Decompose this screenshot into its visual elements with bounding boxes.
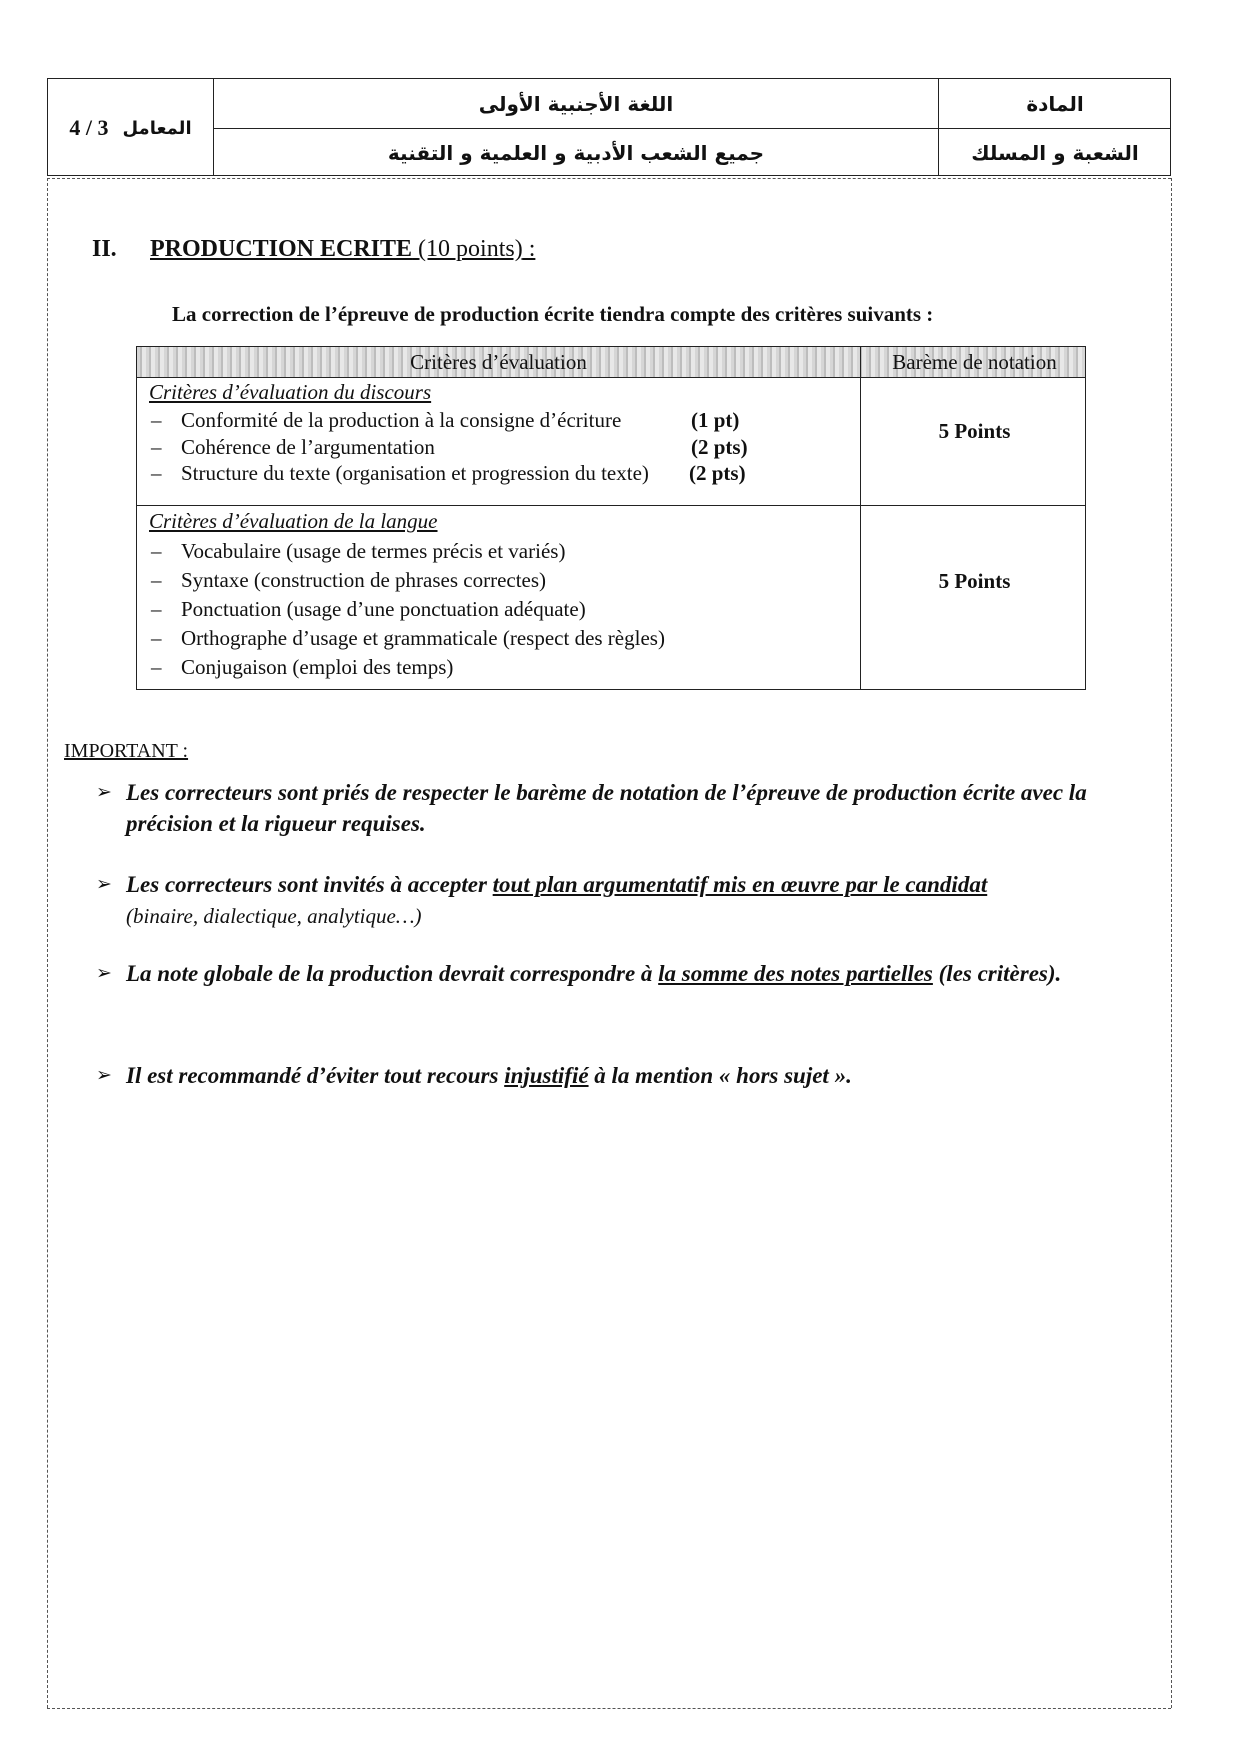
important-bullet: ➢ Les correcteurs sont priés de respecter le barème de notation de l’épreuve de production écrite avec la précision et la rigueur requises. [96,777,1160,839]
coefficient-value: 4 / 3 [69,115,109,140]
stream-label: الشعبة و المسلك [971,140,1139,165]
criterion-item: – Structure du texte (organisation et progression du texte) [151,461,649,485]
important-bullet: ➢ Il est recommandé d’éviter tout recours injustifié à la mention « hors sujet ». [96,1060,1160,1091]
group-title-discourse: Critères d’évaluation du discours [149,380,432,404]
criterion-item: – Orthographe d’usage et grammaticale (respect des règles) [151,626,665,650]
section-number: II. [92,236,117,262]
important-heading: IMPORTANT : [64,740,189,762]
stream-value: جميع الشعب الأدبية و العلمية و التقنية [387,140,765,165]
criterion-item: – Vocabulaire (usage de termes précis et variés) [151,539,566,563]
header-divider [213,79,214,175]
group-score: 5 Points [938,569,1011,593]
coefficient-cell [48,79,213,177]
frame-right-border [1171,178,1172,1708]
criteria-table [136,346,1086,690]
coefficient-label: المعامل [122,117,192,139]
criterion-points: (2 pts) [689,461,746,485]
subject-label: المادة [1026,91,1084,116]
header-criteria: Critères d’évaluation [410,350,587,374]
intro-text: La correction de l’épreuve de production écrite tiendra compte des critères suivants : [172,302,934,326]
header-divider [938,79,939,175]
arrow-icon: ➢ [96,1065,112,1086]
header-scale: Barème de notation [892,350,1057,374]
row-divider [137,505,1085,506]
group-score: 5 Points [938,419,1011,443]
criterion-item: – Syntaxe (construction de phrases correctes) [151,568,547,592]
criterion-item: – Conformité de la production à la consigne d’écriture [151,408,622,432]
frame-left-border [47,178,48,1708]
arrow-icon: ➢ [96,963,112,984]
section-suffix: : [522,236,536,262]
criterion-points: (1 pt) [691,408,740,432]
section-title: PRODUCTION ECRITE [150,236,413,262]
group-title-language: Critères d’évaluation de la langue [149,509,438,533]
important-bullet: ➢ Les correcteurs sont invités à accepter tout plan argumentatif mis en œuvre par le candidat (binaire, dialectique, analytique…) [96,869,1160,932]
header-table [47,78,1171,176]
frame-bottom-border [47,1708,1171,1709]
section-points: (10 points) [418,236,523,262]
arrow-icon: ➢ [96,782,112,803]
criterion-item: – Cohérence de l’argumentation [151,435,435,459]
frame-top-border [47,178,1171,179]
column-divider [860,347,861,689]
subject-value: اللغة الأجنبية الأولى [478,91,674,116]
arrow-icon: ➢ [96,874,112,895]
important-bullet: ➢ La note globale de la production devrait correspondre à la somme des notes partielles (les critères). [96,958,1160,989]
section-heading [92,236,535,263]
criterion-points: (2 pts) [691,435,748,459]
criterion-item: – Conjugaison (emploi des temps) [151,655,454,679]
criterion-item: – Ponctuation (usage d’une ponctuation adéquate) [151,597,586,621]
